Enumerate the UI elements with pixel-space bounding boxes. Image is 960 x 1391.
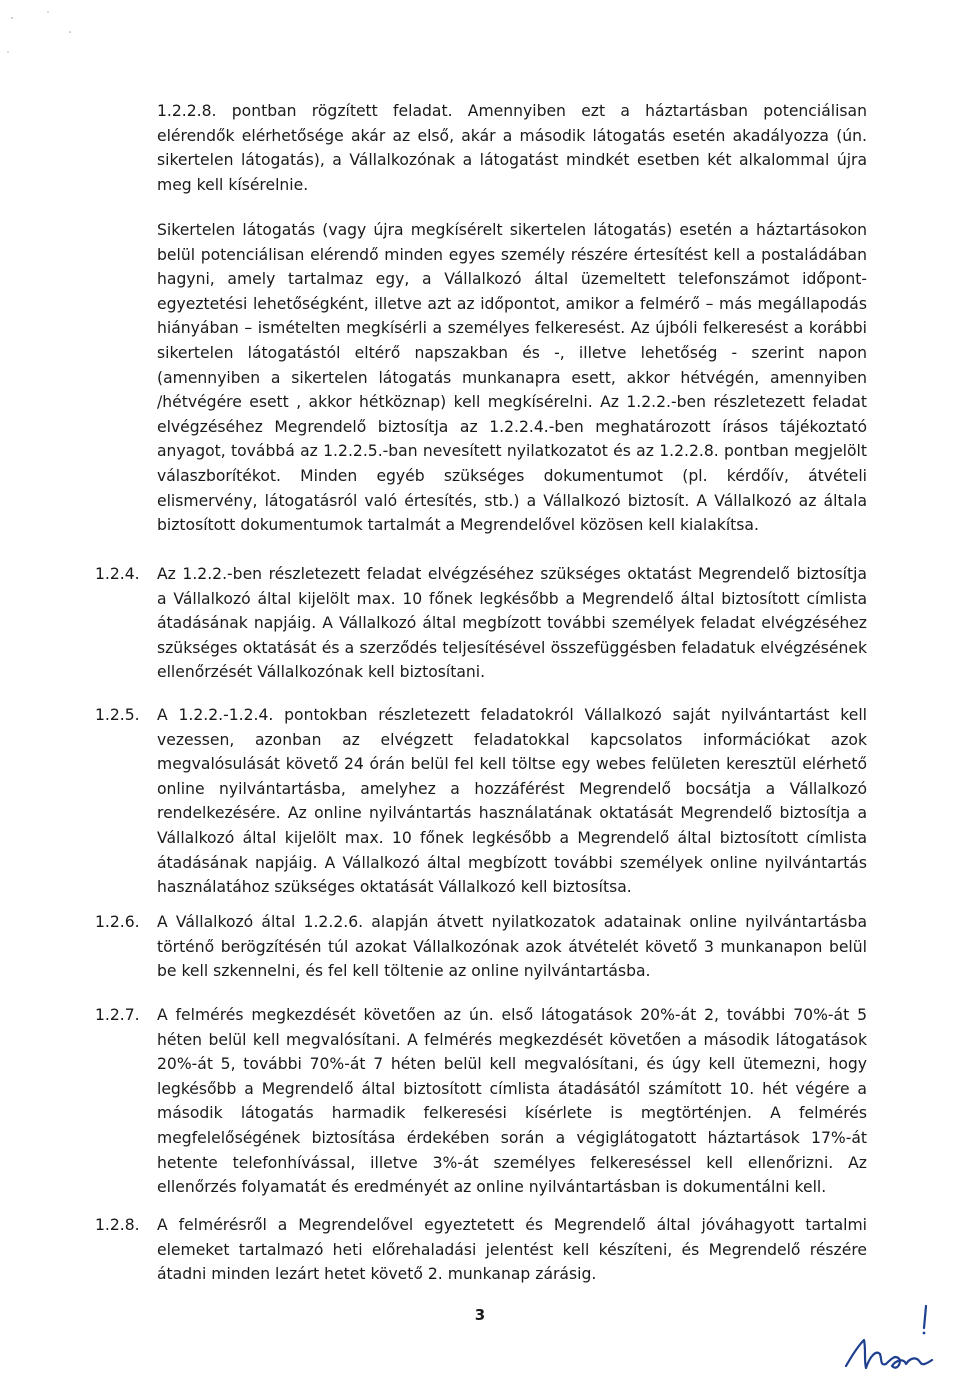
scan-specks (0, 0, 120, 70)
item-number: 1.2.4. (95, 565, 140, 583)
list-item (95, 562, 867, 685)
item-text: A felmérés megkezdését követően az ún. első látogatások 20%-át 2, további 70%-át 5 héten belül kell megvalósítani. A felmérés megkezdését követően a második látogatások 20%-át 5, további 70%-át 7 héten belül kell megvalósítani, és úgy kell ütemezni, hogy legkésőbb a Megrendelő által biztosított címlista átadásától számított 10. hét végére a második látogatás harmadik felkeresési kísérlete is megtörténjen. A felmérés megfelelőségének biztosítása érdekében során a végiglátogatott háztartások 17%-át hetente telefonhívással, illetve 3%-át személyes felkereséssel kell ellenőrizni. Az ellenőrzés folyamatát és eredményét az online nyilvántartásban is dokumentálni kell. (157, 1006, 867, 1197)
item-text: A 1.2.2.-1.2.4. pontokban részletezett feladatokról Vállalkozó saját nyilvántartást kell vezessen, azonban az elvégzett feladatokkal kapcsolatos információkat azok megvalósulását követő 24 órán belül fel kell töltse egy webes felületen keresztül elérhető online nyilvántartásba, amelyhez a hozzáférést Megrendelő bocsátja a Vállalkozó rendelkezésére. Az online nyilvántartás használatának oktatását Megrendelő biztosítja a Vállalkozó által kijelölt max. 10 főnek legkésőbb a Megrendelő által biztosított címlista átadásának napjáig. A Vállalkozó által megbízott további személyek online nyilvántartás használatához szükséges oktatását Vállalkozó kell biztosítsa. (157, 706, 867, 897)
item-number: 1.2.7. (95, 1006, 140, 1024)
body-paragraph: Sikertelen látogatás (vagy újra megkísérelt sikertelen látogatás) esetén a háztartásokon belül potenciálisan elérendő minden egyes személy részére értesítést kell a postaládában hagyni, amely tartalmaz egy, a Vállalkozó által üzemeltett telefonszámot időpont-egyeztetési lehetőségként, illetve azt az időpontot, amikor a felmérő – más megállapodás hiányában – ismételten megkísérli a személyes felkeresést. Az újbóli felkeresést a korábbi sikertelen látogatástól eltérő napszakban és -, illetve lehetőség - szerint napon (amennyiben a sikertelen látogatás munkanapra esett, akkor hétvégén, amennyiben /hétvégére esett , akkor hétköznap) kell megkísérelni. Az 1.2.2.-ben részletezett feladat elvégzéséhez Megrendelő biztosítja az 1.2.2.4.-ben meghatározott írásos tájékoztató anyagot, továbbá az 1.2.2.5.-ban nevesített nyilatkozatot és az 1.2.2.8. pontban megjelölt válaszborítékot. Minden egyéb szükséges dokumentumot (pl. kérdőív, átvételi elismervény, látogatásról való értesítés, stb.) a Vállalkozó biztosít. A Vállalkozó az általa biztosított dokumentumok tartalmát a Megrendelővel közösen kell kialakítsa. (157, 221, 867, 535)
page-number: 3 (474, 1306, 486, 1324)
item-number: 1.2.5. (95, 706, 140, 724)
item-number: 1.2.6. (95, 913, 140, 931)
list-item (95, 1003, 867, 1200)
item-text: A felmérésről a Megrendelővel egyeztetett és Megrendelő által jóváhagyott tartalmi elemeket tartalmazó heti előrehaladási jelentést kell készíteni, és Megrendelő részére átadni minden lezárt hetet követő 2. munkanap zárásig. (157, 1216, 867, 1284)
continuation-paragraph: 1.2.2.8. pontban rögzített feladat. Amennyiben ezt a háztartásban potenciálisan elérendők elérhetősége akár az első, akár a második látogatás esetén akadályozza (ún. sikertelen látogatás), a Vállalkozónak a látogatást mindkét esetben két alkalommal újra meg kell kísérelnie. (157, 102, 867, 194)
item-text: A Vállalkozó által 1.2.2.6. alapján átvett nyilatkozatok adatainak online nyilvántartásba történő berögzítésén túl azokat Vállalkozónak azok átvételét követő 3 munkanapon belül be kell szkennelni, és fel kell töltenie az online nyilvántartásba. (157, 913, 867, 981)
list-item (95, 910, 867, 984)
handwritten-signature (840, 1300, 950, 1380)
item-text: Az 1.2.2.-ben részletezett feladat elvégzéséhez szükséges oktatást Megrendelő biztosítja a Vállalkozó által kijelölt max. 10 főnek legkésőbb a Megrendelő által biztosított címlista átadásának napjáig. A Vállalkozó által megbízott további személyek feladat elvégzéséhez szükséges oktatását és a szerződés teljesítésével összefüggésben feladatuk elvégzésének ellenőrzését Vállalkozónak kell biztosítani. (157, 565, 867, 682)
list-item (95, 703, 867, 900)
item-number: 1.2.8. (95, 1216, 140, 1234)
list-item (95, 1213, 867, 1287)
